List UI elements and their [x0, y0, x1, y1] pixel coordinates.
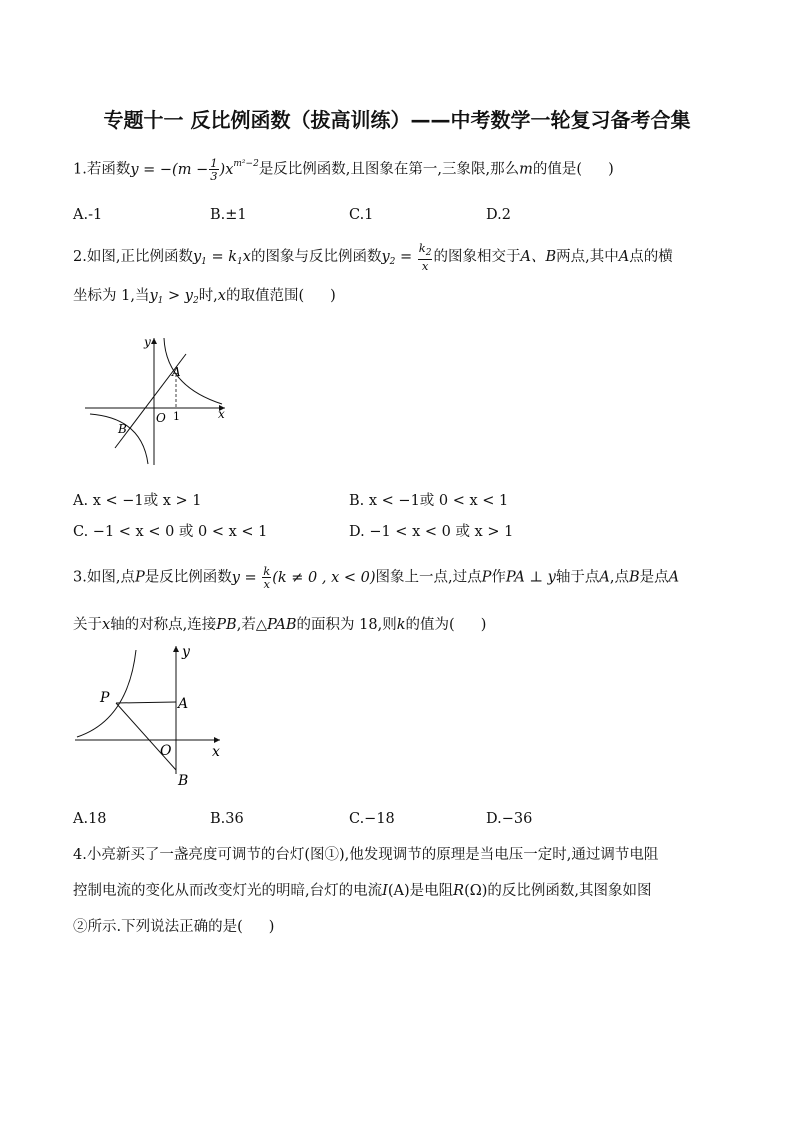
- q1-text-3: 的值是(: [532, 161, 583, 178]
- q2-label-x: x: [218, 407, 225, 421]
- q2-option-d: D. −1 < x < 0 或 x > 1: [349, 524, 514, 540]
- q3-label-o: O: [160, 743, 172, 759]
- q3-segment-pb: [116, 703, 176, 770]
- question-4-line-1: 4.小亮新买了一盏亮度可调节的台灯(图①),他发现调节的原理是当电压一定时,通过调节电阻: [73, 847, 659, 863]
- question-4-line-2: 控制电流的变化从而改变灯光的明暗,台灯的电流I(A)是电阻R(Ω)的反比例函数,其图象如图: [73, 883, 652, 899]
- q3-option-d: D.−36: [486, 811, 533, 827]
- q2-label-o: O: [156, 411, 166, 425]
- q3-option-b: B.36: [210, 811, 244, 827]
- q3-segment-pa: [116, 702, 176, 703]
- q1-option-c: C.1: [349, 207, 374, 223]
- question-1: [73, 157, 614, 182]
- q3-graph: [70, 642, 230, 792]
- q2-label-y: y: [144, 335, 151, 349]
- question-3-line-1: 3.如图,点P是反比例函数y = $\frac{k}{x}$ (k ≠ 0 , x < 0)图象上一点,过点P作PA ⊥ y轴于点A,点B是点A: [73, 564, 680, 591]
- q1-fraction: $\frac{1}{3}$: [210, 156, 218, 183]
- q3-label-y: y: [182, 644, 190, 660]
- question-2-line-2: 坐标为 1,当$y_1 > y_2$时,x的取值范围( ): [73, 288, 336, 306]
- q1-option-d: D.2: [486, 207, 511, 223]
- q2-label-tick: 1: [173, 410, 180, 423]
- page-title: 专题十一 反比例函数（拔高训练）——中考数学一轮复习备考合集: [103, 108, 691, 132]
- q3-x-arrow: [214, 737, 220, 743]
- q2-label-a: A: [172, 365, 181, 379]
- circled-2-icon: ②: [73, 919, 88, 935]
- q3-option-a: A.18: [73, 811, 107, 827]
- q3-y-arrow: [173, 646, 179, 652]
- circled-1-icon: ①: [324, 847, 339, 863]
- q1-formula: y = −(m − $\frac{1}{3}$ )$x^{m^2-2}$: [130, 156, 259, 183]
- q2-y-arrow: [151, 338, 157, 344]
- q2-formula-3: $y_1 > y_2$: [149, 288, 199, 306]
- question-3-line-2: 关于x轴的对称点,连接PB,若△PAB的面积为 18,则k的值为( ): [73, 617, 487, 633]
- q3-label-a: A: [178, 696, 189, 712]
- q1-option-a: A.-1: [73, 207, 103, 223]
- q2-label-b: B: [118, 422, 127, 436]
- question-4-line-3: ②所示.下列说法正确的是( ): [73, 919, 275, 935]
- q3-option-c: C.−18: [349, 811, 395, 827]
- q1-text-2: 是反比例函数,且图象在第一,三象限,那么: [258, 161, 520, 178]
- q3-formula: y = $\frac{k}{x}$ (k ≠ 0 , x < 0): [231, 564, 376, 591]
- q1-option-b: B.±1: [210, 207, 247, 223]
- q2-option-b: B. x < −1或 0 < x < 1: [349, 493, 509, 509]
- q3-label-x: x: [212, 744, 220, 760]
- q3-label-b: B: [178, 773, 189, 789]
- q1-text: 1.若函数: [73, 161, 131, 178]
- q1-text-4: ): [608, 161, 614, 178]
- q3-label-p: P: [100, 690, 110, 706]
- question-2-line-1: 2.如图,正比例函数$y_1 = k_1x$的图象与反比例函数$y_2$ = $\frac{k_2}{x}$ 的图象相交于A、B两点,其中A点的横: [73, 241, 673, 273]
- q1-var: m: [519, 161, 533, 178]
- q2-option-a: A. x < −1或 x > 1: [73, 493, 202, 509]
- q2-formula-1: $y_1 = k_1x$: [192, 249, 251, 267]
- q2-option-c: C. −1 < x < 0 或 0 < x < 1: [73, 524, 268, 540]
- q2-graph: [80, 330, 240, 470]
- q2-formula-2: $y_2$ = $\frac{k_2}{x}$: [381, 241, 432, 273]
